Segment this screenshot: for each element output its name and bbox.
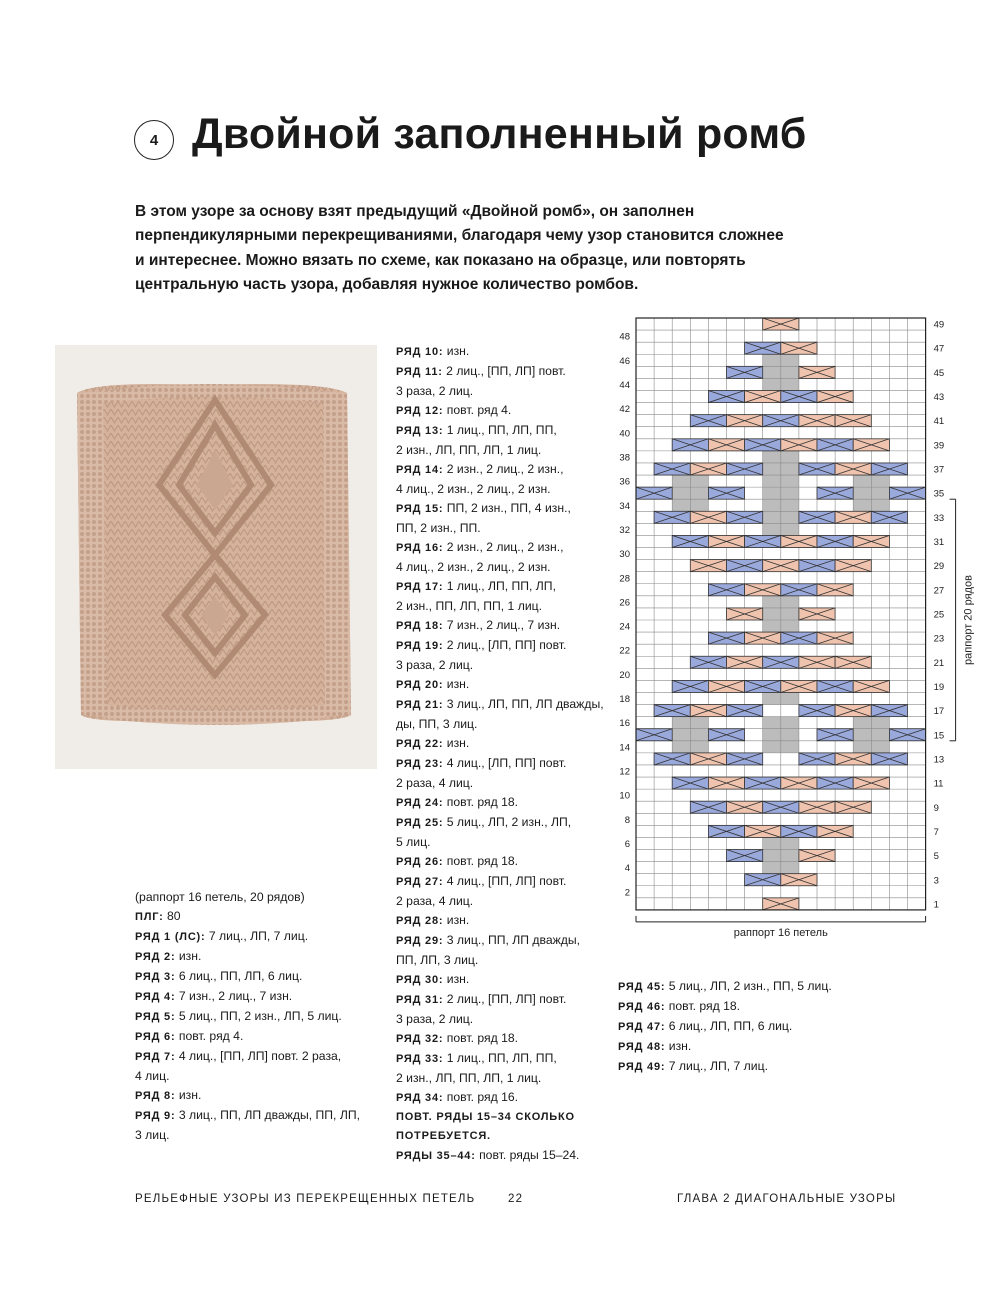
purl-cell [763, 523, 781, 535]
row-text-continued: ПП, ЛП, 3 лиц. [396, 953, 479, 967]
row-number-left: 42 [619, 404, 630, 416]
row-text-continued: 2 раза, 4 лиц. [396, 776, 474, 790]
row-number-left: 48 [619, 331, 630, 343]
row-label: РЯД 14: [396, 464, 444, 476]
purl-cell [672, 741, 690, 753]
purl-cell [763, 463, 781, 475]
purl-cell [763, 741, 781, 753]
row-label: РЯД 45: [618, 981, 666, 993]
row-text-continued: 5 лиц. [396, 835, 431, 849]
purl-cell [690, 717, 708, 729]
row-text-continued: 3 раза, 2 лиц. [396, 658, 474, 672]
row-number-left: 24 [619, 621, 630, 633]
row-label: РЯД 47: [618, 1021, 666, 1033]
instruction-row [135, 1027, 360, 1047]
purl-cell [763, 717, 781, 729]
row-text: повт. ряд 18. [446, 854, 519, 868]
row-number-left: 26 [619, 597, 630, 609]
row-number-right: 13 [933, 754, 945, 766]
row-label: РЯД 34: [396, 1092, 444, 1104]
row-label: РЯД 28: [396, 915, 444, 927]
row-label: РЯД 12: [396, 405, 444, 417]
row-text: 2 лиц., [ЛП, ПП] повт. [446, 638, 567, 652]
instruction-row [396, 342, 604, 362]
row-number-right: 9 [933, 802, 939, 814]
instruction-row [618, 997, 832, 1017]
intro-paragraph [135, 200, 805, 297]
purl-cell [781, 850, 799, 862]
purl-cell [781, 463, 799, 475]
row-number-left: 38 [619, 452, 630, 464]
row-number-right: 43 [933, 392, 945, 404]
purl-cell [781, 692, 799, 704]
purl-cell [871, 475, 889, 487]
purl-cell [763, 354, 781, 366]
row-number-right: 25 [933, 609, 945, 621]
purl-cell [781, 608, 799, 620]
row-label: РЯД 20: [396, 679, 444, 691]
instructions-middle-column [396, 342, 604, 1166]
purl-cell [781, 862, 799, 874]
page-number: 22 [508, 1193, 524, 1205]
purl-cell [781, 511, 799, 523]
row-label: РЯД 48: [618, 1041, 666, 1053]
purl-cell [781, 837, 799, 849]
row-label: РЯД 49: [618, 1061, 666, 1073]
row-text: повт. ряды 15–24. [479, 1148, 580, 1162]
row-text: 6 лиц., ЛП, ПП, 6 лиц. [668, 1019, 793, 1033]
row-text-continued: ПП, 2 изн., ПП. [396, 521, 481, 535]
purl-cell [672, 487, 690, 499]
row-number-left: 14 [619, 742, 630, 754]
purl-cell [763, 366, 781, 378]
rapport-rows-label: раппорт 20 рядов [962, 575, 975, 665]
row-text: повт. ряд 18. [668, 999, 741, 1013]
purl-cell [763, 596, 781, 608]
row-number-right: 29 [933, 561, 945, 573]
purl-cell [690, 499, 708, 511]
instruction-row [396, 636, 604, 675]
row-number-left: 16 [619, 718, 630, 730]
row-text: 1 лиц., ПП, ЛП, ПП, [446, 1051, 557, 1065]
row-label: РЯД 21: [396, 699, 444, 711]
purl-cell [871, 499, 889, 511]
row-label: РЯД 1 (ЛС): [135, 931, 206, 943]
row-number-left: 12 [619, 766, 630, 778]
footer-book-title: РЕЛЬЕФНЫЕ УЗОРЫ ИЗ ПЕРЕКРЕЩЕННЫХ ПЕТЕЛЬ [135, 1193, 476, 1205]
instruction-row [396, 1029, 604, 1049]
row-label: РЯД 5: [135, 1011, 176, 1023]
row-number-left: 6 [624, 839, 630, 851]
repeat-note [396, 1108, 604, 1146]
row-label: РЯД 29: [396, 935, 444, 947]
purl-cell [672, 717, 690, 729]
row-text: 1 лиц., ЛП, ПП, ЛП, [446, 579, 556, 593]
row-text-continued: ды, ПП, 3 лиц. [396, 717, 478, 731]
row-text-continued: 3 лиц. [135, 1128, 170, 1142]
instruction-row [135, 1106, 360, 1145]
row-text: 4 лиц., [ЛП, ПП] повт. [446, 756, 567, 770]
instruction-row [396, 362, 604, 401]
row-label: РЯД 6: [135, 1031, 176, 1043]
instruction-row [135, 947, 360, 967]
purl-cell [763, 620, 781, 632]
instruction-row [396, 931, 604, 970]
row-number-right: 3 [933, 875, 939, 887]
row-number-left: 22 [619, 645, 630, 657]
purl-cell [871, 741, 889, 753]
row-number-left: 8 [624, 814, 630, 826]
instructions-right-column [618, 977, 832, 1077]
instruction-row [135, 987, 360, 1007]
row-text-continued: 2 изн., ЛП, ПП, ЛП, 1 лиц. [396, 443, 542, 457]
row-label: РЯД 46: [618, 1001, 666, 1013]
purl-cell [781, 717, 799, 729]
row-number-right: 49 [933, 319, 945, 331]
row-label: РЯД 2: [135, 951, 176, 963]
purl-cell [781, 741, 799, 753]
row-number-right: 47 [933, 343, 945, 355]
purl-cell [853, 487, 871, 499]
purl-cell [763, 499, 781, 511]
instruction-row [396, 793, 604, 813]
row-label: РЯД 3: [135, 971, 176, 983]
row-number-left: 30 [619, 549, 630, 561]
row-label: РЯД 18: [396, 620, 444, 632]
purl-cell [781, 620, 799, 632]
instruction-row [396, 538, 604, 577]
purl-cell [781, 729, 799, 741]
row-label: РЯД 8: [135, 1090, 176, 1102]
row-text: изн. [668, 1039, 692, 1053]
row-text: 1 лиц., ПП, ЛП, ПП, [446, 423, 557, 437]
instruction-row [396, 852, 604, 872]
row-number-right: 5 [933, 851, 939, 863]
purl-cell [763, 692, 781, 704]
row-number-right: 31 [933, 537, 945, 549]
row-text: 2 лиц., [ПП, ЛП] повт. [446, 992, 567, 1006]
row-text: 5 лиц., ПП, 2 изн., ЛП, 5 лиц. [178, 1009, 342, 1023]
instruction-row [135, 1047, 360, 1086]
instructions-left-column [135, 888, 360, 1145]
instruction-row [396, 970, 604, 990]
row-label: РЯД 33: [396, 1053, 444, 1065]
instruction-row [396, 734, 604, 754]
purl-cell [763, 378, 781, 390]
row-label: РЯД 13: [396, 425, 444, 437]
row-text: 2 изн., 2 лиц., 2 изн., [446, 540, 564, 554]
intro-line: центральную часть узора, добавляя нужное количество ромбов. [135, 275, 639, 293]
row-number-left: 28 [619, 573, 630, 585]
row-text: повт. ряд 4. [178, 1029, 244, 1043]
rapport-note: (раппорт 16 петель, 20 рядов) [135, 890, 305, 904]
purl-cell [871, 729, 889, 741]
row-text: 3 лиц., ПП, ЛП дважды, [446, 933, 581, 947]
row-number-left: 10 [619, 790, 630, 802]
row-text: 2 лиц., [ПП, ЛП] повт. [446, 364, 566, 378]
purl-cell [763, 608, 781, 620]
row-number-right: 21 [933, 657, 945, 669]
footer-chapter: ГЛАВА 2 ДИАГОНАЛЬНЫЕ УЗОРЫ [677, 1193, 897, 1205]
row-number-right: 45 [933, 367, 945, 379]
row-number-right: 19 [933, 681, 945, 693]
purl-cell [763, 862, 781, 874]
knitting-chart [605, 312, 990, 944]
row-number-left: 44 [619, 379, 630, 391]
row-text: повт. ряд 4. [446, 403, 512, 417]
row-text: повт. ряд 16. [446, 1090, 519, 1104]
purl-cell [763, 837, 781, 849]
row-number-left: 34 [619, 500, 630, 512]
purl-cell [781, 366, 799, 378]
row-text: изн. [446, 736, 470, 750]
instruction-row [396, 911, 604, 931]
row-text: ПП, 2 изн., ПП, 4 изн., [446, 501, 571, 515]
purl-cell [690, 487, 708, 499]
instruction-row [135, 1007, 360, 1027]
row-text-continued: 2 изн., ПП, ЛП, ПП, 1 лиц. [396, 599, 543, 613]
row-label: РЯД 31: [396, 994, 444, 1006]
instruction-row [396, 990, 604, 1029]
row-text: повт. ряд 18. [446, 1031, 519, 1045]
row-text: 3 лиц., ЛП, ПП, ЛП дважды, [443, 697, 604, 711]
purl-cell [763, 487, 781, 499]
row-number-left: 2 [624, 887, 630, 899]
instruction-row [396, 577, 604, 616]
row-number-right: 37 [933, 464, 945, 476]
purl-cell [763, 451, 781, 463]
row-number-left: 46 [619, 355, 630, 367]
row-text: 3 лиц., ПП, ЛП дважды, ПП, ЛП, [178, 1108, 360, 1122]
pattern-number-badge [134, 120, 174, 160]
row-text: 7 лиц., ЛП, 7 лиц. [208, 929, 309, 943]
purl-cell [672, 475, 690, 487]
row-text: 4 лиц., [ПП, ЛП] повт. 2 раза, [178, 1049, 342, 1063]
instruction-row [396, 1088, 604, 1108]
row-number-right: 7 [933, 826, 939, 838]
purl-cell [763, 511, 781, 523]
row-label: РЯД 17: [396, 581, 444, 593]
purl-cell [853, 499, 871, 511]
repeat-note-line: ПОТРЕБУЕТСЯ. [396, 1130, 491, 1142]
row-label: РЯД 22: [396, 738, 444, 750]
row-number-right: 41 [933, 416, 945, 428]
row-text: 5 лиц., ЛП, 2 изн., ПП, 5 лиц. [668, 979, 832, 993]
row-number-left: 40 [619, 428, 630, 440]
row-text: 5 лиц., ЛП, 2 изн., ЛП, [446, 815, 572, 829]
pattern-number: 4 [149, 131, 159, 149]
purl-cell [690, 475, 708, 487]
row-text-continued: 2 изн., ЛП, ПП, ЛП, 1 лиц. [396, 1071, 542, 1085]
purl-cell [871, 717, 889, 729]
instruction-row [618, 1037, 832, 1057]
purl-cell [672, 499, 690, 511]
purl-cell [763, 850, 781, 862]
row-label: РЯД 24: [396, 797, 444, 809]
intro-line: перпендикулярными перекрещиваниями, благодаря чему узор становится сложнее [135, 227, 784, 245]
intro-line: В этом узоре за основу взят предыдущий «Двойной ромб», он заполнен [135, 203, 695, 220]
row-text: 4 лиц., [ПП, ЛП] повт. [446, 874, 567, 888]
purl-cell [853, 717, 871, 729]
row-text: 7 изн., 2 лиц., 7 изн. [178, 989, 293, 1003]
row-number-right: 33 [933, 512, 945, 524]
row-label: РЯД 25: [396, 817, 444, 829]
purl-cell [763, 475, 781, 487]
page-title: Двойной заполненный ромб [192, 110, 807, 158]
instruction-row [618, 1057, 832, 1077]
row-label: ПЛГ: [135, 911, 164, 923]
row-label: РЯД 19: [396, 640, 444, 652]
row-label: РЯД 4: [135, 991, 176, 1003]
row-text: изн. [446, 913, 470, 927]
row-text: 80 [166, 909, 181, 923]
instruction-row [396, 695, 604, 734]
row-text-continued: 3 раза, 2 лиц. [396, 1012, 474, 1026]
instruction-row [396, 1049, 604, 1088]
row-number-left: 36 [619, 476, 630, 488]
instruction-row [396, 460, 604, 499]
row-label: РЯД 15: [396, 503, 444, 515]
row-label: РЯД 32: [396, 1033, 444, 1045]
instruction-row [396, 421, 604, 460]
row-label: РЯД 7: [135, 1051, 176, 1063]
row-text: изн. [446, 677, 470, 691]
row-number-right: 15 [933, 730, 945, 742]
row-number-left: 20 [619, 669, 630, 681]
purl-cell [781, 596, 799, 608]
row-label: РЯД 16: [396, 542, 444, 554]
row-text-continued: 4 лиц., 2 изн., 2 лиц., 2 изн. [396, 482, 551, 496]
row-number-right: 23 [933, 633, 945, 645]
row-number-left: 32 [619, 524, 630, 536]
instruction-row [396, 1146, 604, 1166]
row-label: РЯД 11: [396, 366, 443, 378]
repeat-note-line: ПОВТ. РЯДЫ 15–34 СКОЛЬКО [396, 1111, 575, 1123]
purl-cell [781, 354, 799, 366]
row-number-right: 17 [933, 706, 945, 718]
row-number-left: 18 [619, 694, 630, 706]
purl-cell [781, 487, 799, 499]
instruction-row [396, 675, 604, 695]
row-number-right: 39 [933, 440, 945, 452]
row-label: РЯД 27: [396, 876, 444, 888]
purl-cell [781, 378, 799, 390]
instruction-row [135, 1086, 360, 1106]
instruction-row [396, 754, 604, 793]
purl-cell [781, 499, 799, 511]
row-text: изн. [446, 972, 470, 986]
knitted-swatch-photo [55, 345, 377, 769]
row-label: РЯД 23: [396, 758, 444, 770]
purl-cell [672, 729, 690, 741]
row-number-right: 27 [933, 585, 945, 597]
instruction-row [396, 401, 604, 421]
swatch-left-edge [77, 391, 107, 717]
row-label: РЯД 10: [396, 346, 444, 358]
instruction-row [135, 967, 360, 987]
purl-cell [853, 729, 871, 741]
row-number-right: 1 [933, 899, 939, 911]
purl-cell [763, 729, 781, 741]
row-text-continued: 3 раза, 2 лиц. [396, 384, 474, 398]
row-text: изн. [178, 949, 202, 963]
instruction-row [135, 907, 360, 927]
purl-cell [781, 475, 799, 487]
instruction-row [396, 499, 604, 538]
row-label: РЯД 26: [396, 856, 444, 868]
instruction-row [396, 872, 604, 911]
row-label: РЯД 9: [135, 1110, 176, 1122]
row-number-left: 4 [624, 863, 630, 875]
purl-cell [690, 741, 708, 753]
purl-cell [871, 487, 889, 499]
instruction-row [396, 616, 604, 636]
row-label: РЯД 30: [396, 974, 444, 986]
instruction-row [396, 813, 604, 852]
purl-cell [853, 741, 871, 753]
row-text: 7 изн., 2 лиц., 7 изн. [446, 618, 561, 632]
rapport-stitches-label: раппорт 16 петель [733, 926, 828, 939]
swatch-right-edge [323, 391, 351, 717]
intro-line: и интереснее. Можно вязать по схеме, как показано на образце, или повторять [135, 251, 746, 269]
row-text: 6 лиц., ПП, ЛП, 6 лиц. [178, 969, 303, 983]
row-text: повт. ряд 18. [446, 795, 519, 809]
purl-cell [781, 523, 799, 535]
row-text: изн. [446, 344, 470, 358]
purl-cell [853, 475, 871, 487]
row-text-continued: 4 лиц. [135, 1069, 170, 1083]
instruction-row [618, 977, 832, 997]
instruction-row [618, 1017, 832, 1037]
row-label: РЯДЫ 35–44: [396, 1150, 476, 1162]
row-text-continued: 4 лиц., 2 изн., 2 лиц., 2 изн. [396, 560, 551, 574]
purl-cell [781, 451, 799, 463]
row-text: 2 изн., 2 лиц., 2 изн., [446, 462, 564, 476]
purl-cell [690, 729, 708, 741]
row-text: 7 лиц., ЛП, 7 лиц. [668, 1059, 768, 1073]
row-text-continued: 2 раза, 4 лиц. [396, 894, 474, 908]
row-number-right: 35 [933, 488, 945, 500]
row-number-right: 11 [933, 778, 944, 790]
row-text: изн. [178, 1088, 202, 1102]
instruction-row [135, 927, 360, 947]
